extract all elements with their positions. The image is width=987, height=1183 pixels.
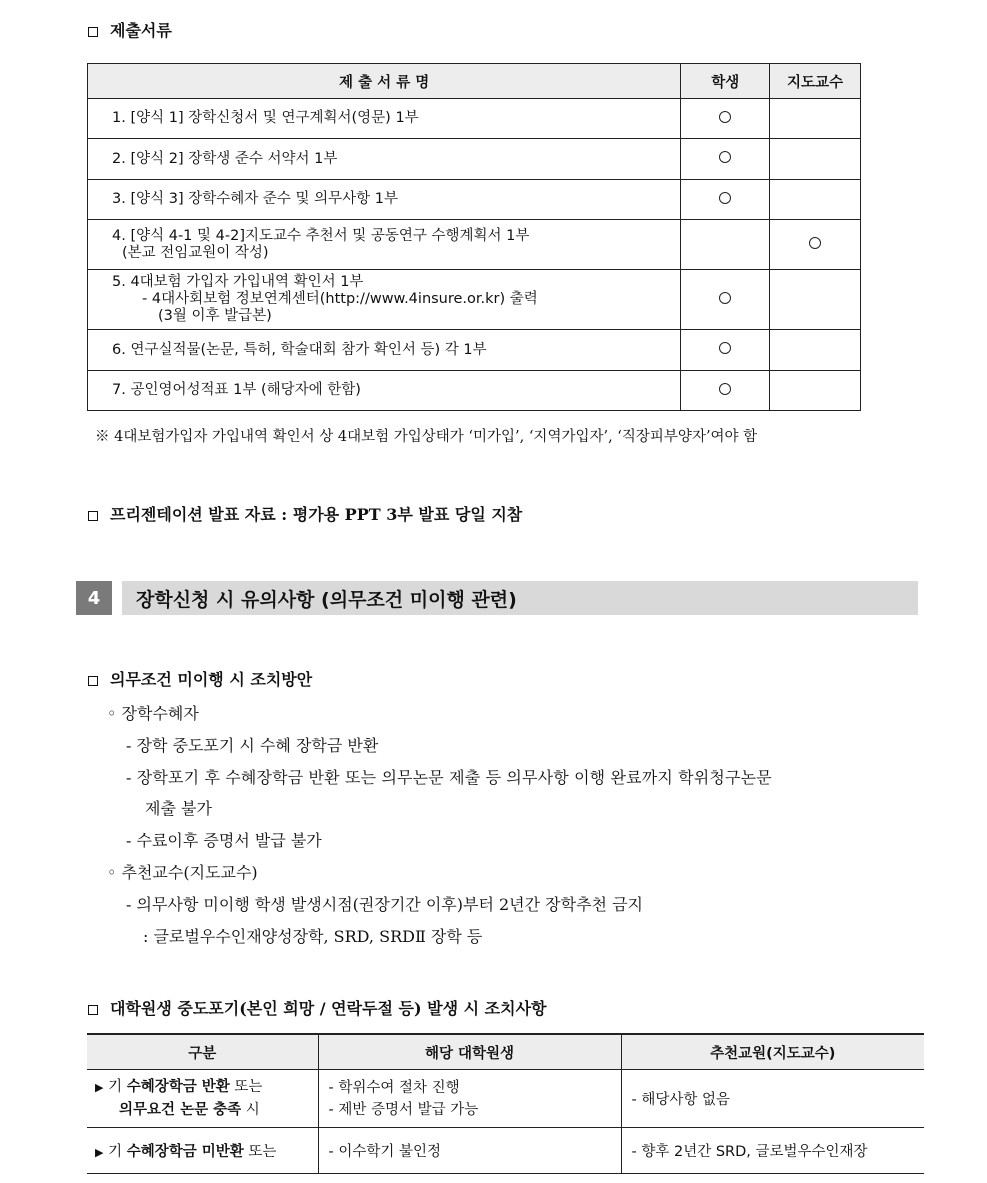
circle-mark-icon — [719, 383, 731, 395]
recipient-item-continued: 제출 불가 — [145, 799, 212, 818]
square-bullet-icon — [88, 676, 98, 686]
col-header-student: 학생 — [681, 64, 770, 99]
category-cell: ▶ 기 수혜장학금 반환 또는 의무요건 논문 충족 시 — [87, 1070, 318, 1128]
table-row — [88, 270, 861, 330]
recipient-item: - 수료이후 증명서 발급 불가 — [126, 831, 322, 850]
table-row — [88, 371, 861, 411]
advisor-cell: - 해당사항 없음 — [621, 1070, 924, 1128]
doc-name-cell: 5. 4대보험 가입자 가입내역 확인서 1부 - 4대사회보험 정보연계센터(http://www.4insure.or.kr) 출력 (3월 이후 발급본) — [88, 270, 681, 330]
advisor-cell — [770, 270, 861, 330]
section-number: 4 — [76, 581, 112, 615]
measures-heading: 의무조건 미이행 시 조치방안 — [88, 667, 312, 690]
table-header-row — [87, 1034, 924, 1070]
table-header-row — [88, 64, 861, 99]
student-cell — [681, 270, 770, 330]
recipient-item: - 장학 중도포기 시 수혜 장학금 반환 — [126, 736, 379, 755]
col-header-category: 구분 — [87, 1034, 318, 1070]
recipient-item: - 장학포기 후 수혜장학금 반환 또는 의무논문 제출 등 의무사항 이행 완료까지 학위청구논문 — [126, 768, 772, 787]
advisor-cell — [770, 330, 861, 371]
presentation-heading: 프리젠테이션 발표 자료 : 평가용 PPT 3부 발표 당일 지참 — [88, 502, 522, 525]
doc-name-cell: 2. [양식 2] 장학생 준수 서약서 1부 — [88, 139, 681, 180]
triangle-bullet-icon: ▶ — [95, 1081, 104, 1094]
triangle-bullet-icon: ▶ — [95, 1146, 104, 1159]
doc-name-cell: 4. [양식 4-1 및 4-2]지도교수 추천서 및 공동연구 수행계획서 1부 (본교 전임교원이 작성) — [88, 220, 681, 270]
advisor-cell — [770, 220, 861, 270]
table-row — [88, 139, 861, 180]
table-row — [87, 1128, 924, 1174]
doc-name-cell: 6. 연구실적물(논문, 특허, 학술대회 참가 확인서 등) 각 1부 — [88, 330, 681, 371]
documents-table — [87, 63, 861, 411]
advisor-cell: - 향후 2년간 SRD, 글로벌우수인재장 — [621, 1128, 924, 1174]
doc-name-cell: 3. [양식 3] 장학수혜자 준수 및 의무사항 1부 — [88, 180, 681, 220]
advisor-cell — [770, 371, 861, 411]
advisor-cell — [770, 139, 861, 180]
category-cell: ▶ 기 수혜장학금 미반환 또는 — [87, 1128, 318, 1174]
student-cell — [681, 330, 770, 371]
student-cell: - 학위수여 절차 진행 - 제반 증명서 발급 가능 — [318, 1070, 621, 1128]
table-row — [88, 99, 861, 139]
circle-mark-icon — [719, 111, 731, 123]
advisor-cell — [770, 180, 861, 220]
square-bullet-icon — [88, 1005, 98, 1015]
table-row — [88, 220, 861, 270]
doc-name-cell: 7. 공인영어성적표 1부 (해당자에 한함) — [88, 371, 681, 411]
table-row — [87, 1070, 924, 1128]
insurance-note: ※ 4대보험가입자 가입내역 확인서 상 4대보험 가입상태가 ‘미가입’, ‘지역가입자’, ‘직장피부양자’여야 함 — [95, 429, 758, 445]
student-cell — [681, 180, 770, 220]
student-cell — [681, 99, 770, 139]
student-cell: - 이수학기 불인정 — [318, 1128, 621, 1174]
circle-mark-icon — [719, 151, 731, 163]
dropout-heading: 대학원생 중도포기(본인 희망 / 연락두절 등) 발생 시 조치사항 — [88, 996, 547, 1019]
table-row — [88, 330, 861, 371]
circle-mark-icon — [719, 292, 731, 304]
advisor-item: : 글로벌우수인재양성장학, SRD, SRDⅡ 장학 등 — [143, 927, 483, 946]
col-header-name: 제 출 서 류 명 — [88, 64, 681, 99]
col-header-advisor: 추천교원(지도교수) — [621, 1034, 924, 1070]
dropout-table — [87, 1033, 924, 1174]
student-cell — [681, 220, 770, 270]
advisor-cell — [770, 99, 861, 139]
section-title: 장학신청 시 유의사항 (의무조건 미이행 관련) — [136, 588, 517, 611]
circle-mark-icon — [719, 342, 731, 354]
square-bullet-icon — [88, 27, 98, 37]
circle-mark-icon — [809, 237, 821, 249]
recipient-label: ◦ 장학수혜자 — [107, 704, 199, 723]
advisor-label: ◦ 추천교수(지도교수) — [107, 863, 258, 882]
col-header-student: 해당 대학원생 — [318, 1034, 621, 1070]
docs-heading: 제출서류 — [88, 18, 172, 41]
col-header-advisor: 지도교수 — [770, 64, 861, 99]
square-bullet-icon — [88, 511, 98, 521]
section-title-bar — [122, 581, 918, 615]
circle-mark-icon — [719, 192, 731, 204]
student-cell — [681, 139, 770, 180]
student-cell — [681, 371, 770, 411]
advisor-item: - 의무사항 미이행 학생 발생시점(권장기간 이후)부터 2년간 장학추천 금지 — [126, 895, 643, 914]
table-row — [88, 180, 861, 220]
doc-name-cell: 1. [양식 1] 장학신청서 및 연구계획서(영문) 1부 — [88, 99, 681, 139]
